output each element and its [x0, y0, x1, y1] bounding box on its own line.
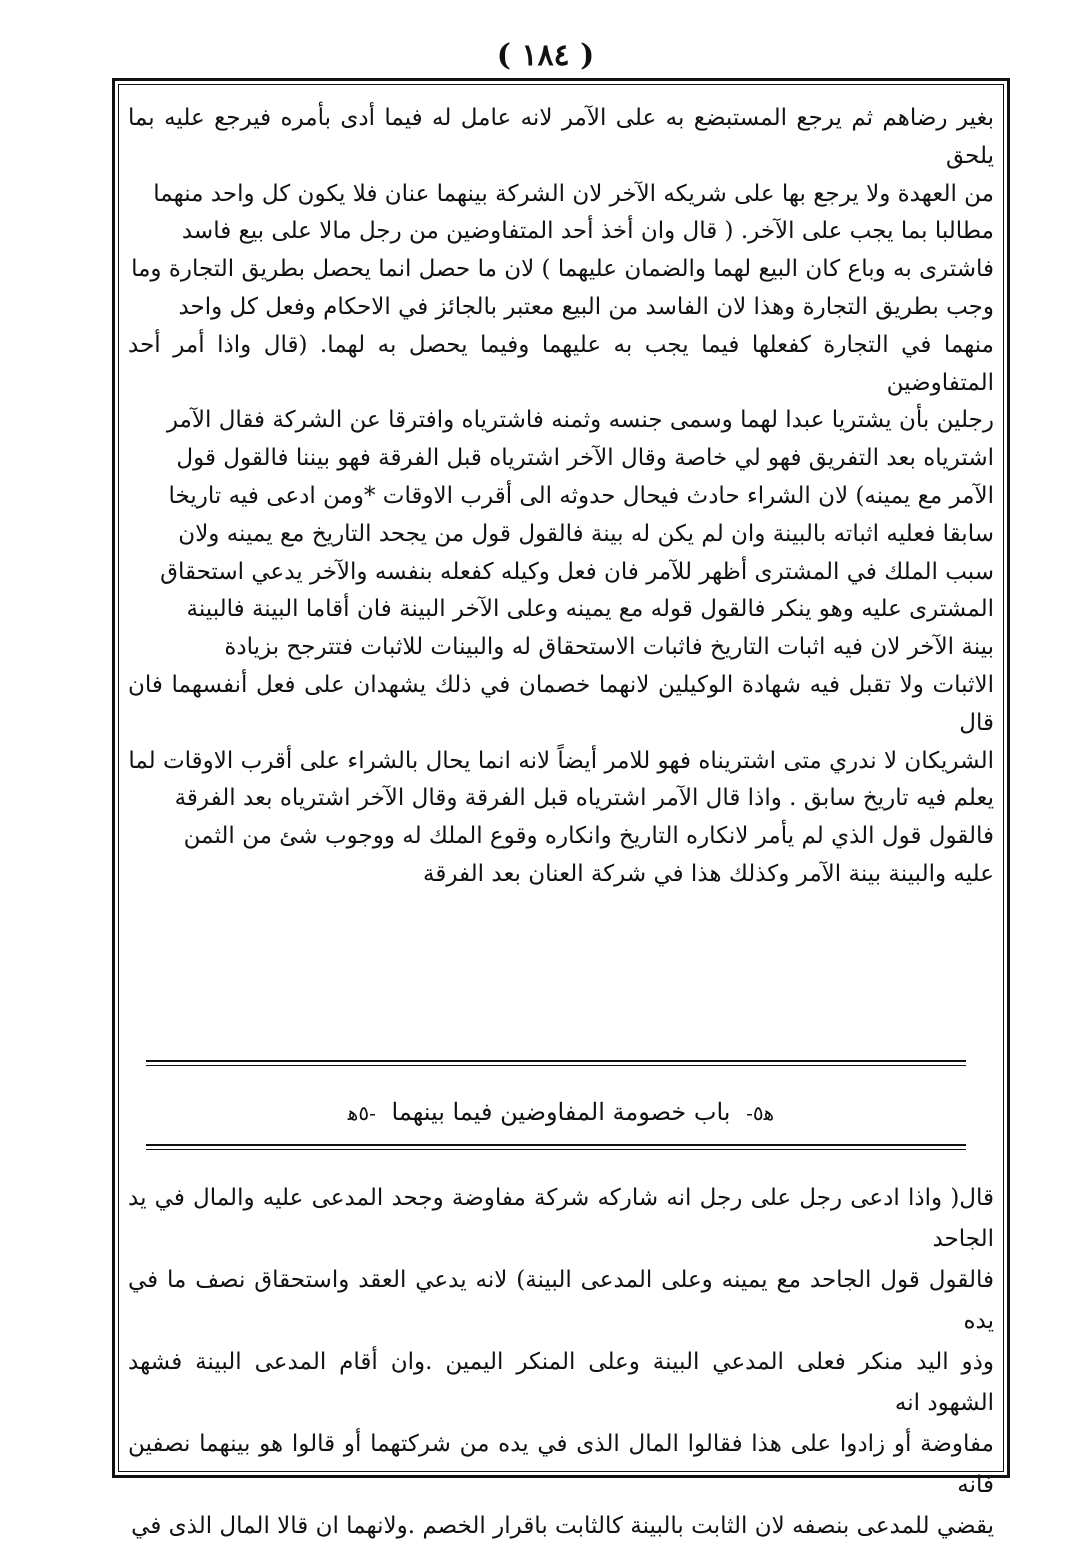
text-line: فالقول قول الذي لم يأمر لانكاره التاريخ وانكاره وقوع الملك له ووجوب شئ من الثمن: [183, 823, 994, 850]
text-line: عليه والبينة بينة الآمر وكذلك هذا في شركة العنان بعد الفرقة: [423, 860, 994, 887]
ornament-left: -٥ﻫ: [347, 1101, 376, 1125]
text-line: قال( واذا ادعى رجل على رجل انه شاركه شركة مفاوضة وجحد المدعى عليه والمال في يد الجاحد: [128, 1185, 994, 1252]
section-divider-top: [146, 1060, 966, 1066]
body-text-top: [128, 100, 994, 1050]
text-line: اشترياه بعد التفريق فهو لي خاصة وقال الآخر اشترياه قبل الفرقة فهو بيننا فالقول قول: [176, 445, 994, 472]
text-line: الآمر مع يمينه) لان الشراء حادث فيحال حدوثه الى أقرب الاوقات *ومن ادعى فيه تاريخا: [168, 482, 994, 509]
text-line: مفاوضة أو زادوا على هذا فقالوا المال الذى في يده من شركتهما أو قالوا هو بينهما نصفين فانه: [128, 1431, 994, 1498]
text-line: من العهدة ولا يرجع بها على شريكه الآخر لان الشركة بينهما عنان فلا يكون كل واحد منهما: [153, 180, 994, 207]
body-text-bottom: [128, 1178, 994, 1539]
text-line: الشريكان لا ندري متى اشتريناه فهو للامر أيضاً لانه انما يحال بالشراء على أقرب الاوقات لما: [128, 747, 994, 774]
text-line: سبب الملك في المشترى أظهر للآمر فان فعل وكيله كفعله بنفسه والآخر يدعي استحقاق: [160, 558, 994, 585]
text-line: يعلم فيه تاريخ سابق . واذا قال الآمر اشترياه قبل الفرقة وقال الآخر اشترياه بعد الفرقة: [174, 785, 994, 812]
page-number: ( ١٨٤ ): [496, 38, 595, 73]
text-line: بينة الآخر لان فيه اثبات التاريخ فاثبات الاستحقاق له والبينات للاثبات فتترجح بزيادة: [224, 634, 994, 661]
section-heading-text: باب خصومة المفاوضين فيما بينهما: [391, 1098, 731, 1126]
text-line: المشترى عليه وهو ينكر فالقول قوله مع يمينه وعلى الآخر البينة فان أقاما البينة فالبينة: [186, 596, 994, 623]
text-line: وذو اليد منكر فعلى المدعي البينة وعلى المنكر اليمين .وان أقام المدعى البينة فشهد الشهود انه: [128, 1349, 994, 1416]
text-line: الاثبات ولا تقبل فيه شهادة الوكيلين لانهما خصمان في ذلك يشهدان على فعل أنفسهما فان قال: [128, 671, 994, 736]
section-divider-bottom: [146, 1144, 966, 1150]
text-line: فالقول قول الجاحد مع يمينه وعلى المدعى البينة) لانه يدعي العقد واستحقاق نصف ما في يده: [128, 1267, 994, 1334]
text-line: منهما في التجارة كفعلها فيما يجب به عليهما وفيما يحصل به لهما. (قال واذا أمر أحد المتفاوضين: [128, 331, 994, 396]
ornament-right: ﻫ٥-: [746, 1101, 775, 1125]
text-line: رجلين بأن يشتريا عبدا لهما وسمى جنسه وثمنه فاشترياه وافترقا عن الشركة فقال الآمر: [166, 407, 994, 434]
text-line: بغير رضاهم ثم يرجع المستبضع به على الآمر لانه عامل له فيما أدى بأمره فيرجع عليه بما يلحق: [128, 105, 994, 169]
section-heading: [128, 1094, 994, 1131]
text-line: سابقا فعليه اثباته بالبينة وان لم يكن له بينة فالقول قول من يجحد التاريخ مع يمينه ولان: [178, 520, 994, 547]
text-line: فاشترى به وباع كان البيع لهما والضمان عليهما ) لان ما حصل انما يحصل بطريق التجارة وما: [131, 256, 994, 283]
text-line: يقضي للمدعى بنصفه لان الثابت بالبينة كالثابت باقرار الخصم .ولانهما ان قالا المال الذى في: [131, 1513, 994, 1539]
text-line: وجب بطريق التجارة وهذا لان الفاسد من البيع معتبر بالجائز في الاحكام وفعل كل واحد: [178, 293, 994, 320]
text-line: مطالبا بما يجب على الآخر. ( قال وان أخذ أحد المتفاوضين من رجل مالا على بيع فاسد: [181, 218, 994, 245]
